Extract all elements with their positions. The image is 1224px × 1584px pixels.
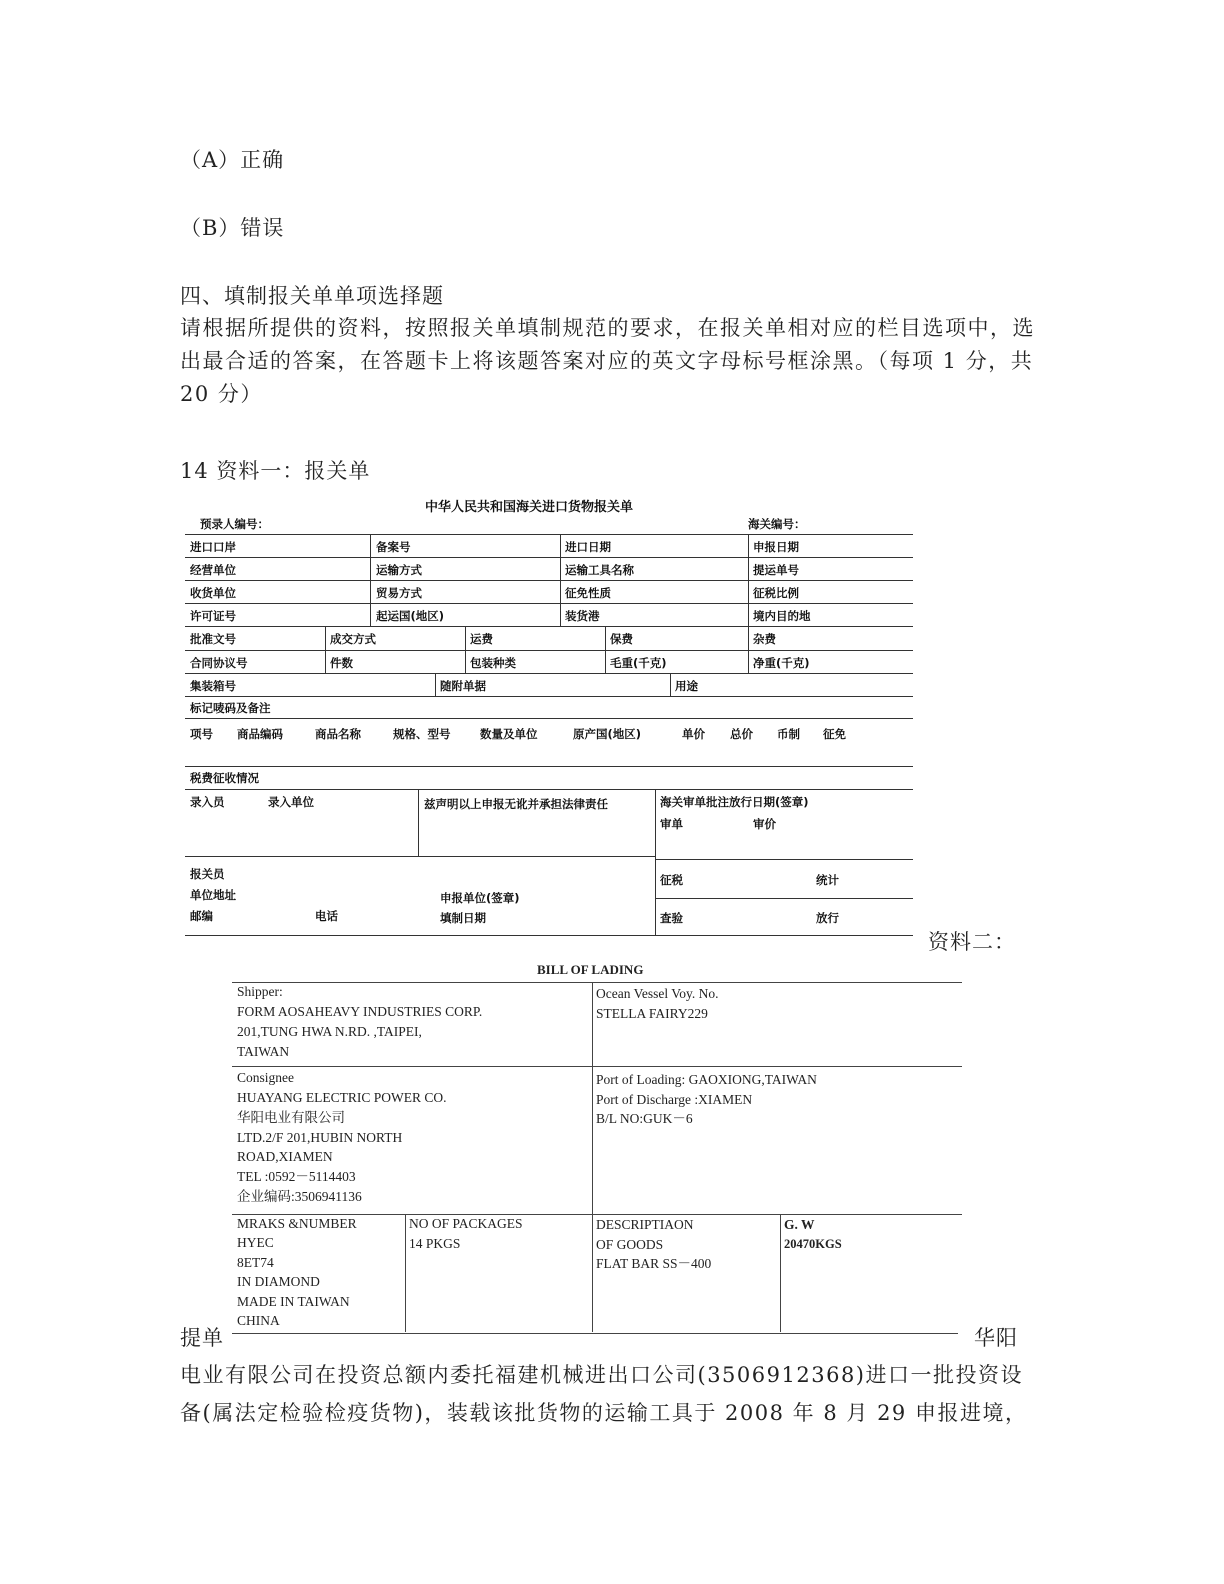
bol-consignee-label: Consignee — [237, 1070, 294, 1085]
cell-levy-tax: 征税 — [660, 873, 683, 887]
cell-record-no: 备案号 — [376, 540, 411, 554]
bol-marks-line: CHINA — [237, 1313, 280, 1328]
cell-bl-no: 提运单号 — [753, 563, 799, 577]
bol-consignee-line: HUAYANG ELECTRIC POWER CO. — [237, 1090, 447, 1105]
cell-origin-country: 起运国(地区) — [376, 609, 445, 623]
bol-marks-line: HYEC — [237, 1235, 274, 1250]
cell-attached-docs: 随附单据 — [440, 679, 486, 693]
cell-import-date: 进口日期 — [565, 540, 611, 554]
section-title: 四、填制报关单单项选择题 — [180, 284, 444, 308]
cell-loading-port: 装货港 — [565, 609, 600, 623]
cell-license-no: 许可证号 — [190, 609, 236, 623]
bol-shipper-line: 201,TUNG HWA N.RD. ,TAIPEI, — [237, 1024, 422, 1039]
bol-consignee-line: 企业编码:3506941136 — [237, 1189, 362, 1204]
item-col-code: 商品编码 — [237, 727, 283, 741]
bol-port-loading: Port of Loading: GAOXIONG,TAIWAN — [596, 1072, 817, 1087]
customs-declaration-form — [180, 492, 915, 944]
item-col-origin: 原产国(地区) — [573, 727, 642, 741]
cell-deal-mode: 成交方式 — [330, 632, 376, 646]
cell-postcode: 邮编 — [190, 909, 213, 923]
question-body: 电业有限公司在投资总额内委托福建机械进出口公司(3506912368)进口一批投资设备(属法定检验检疫货物)，装载该批货物的运输工具于 2008 年 8 月 29 申报进境， — [180, 1363, 1028, 1425]
cell-gross-weight: 毛重(千克) — [610, 656, 667, 670]
cell-misc-fee: 杂费 — [753, 632, 776, 646]
bol-label: 提单 — [180, 1326, 224, 1350]
bol-marks-label: MRAKS &NUMBER — [237, 1216, 357, 1231]
item-col-levy: 征免 — [823, 727, 846, 741]
cell-marks: 标记唛码及备注 — [190, 701, 271, 715]
bol-consignee-line: TEL :0592－5114403 — [237, 1169, 356, 1184]
question-label: 14 资料一：报关单 — [180, 459, 371, 483]
bill-of-lading — [232, 958, 967, 1338]
cell-freight: 运费 — [470, 632, 493, 646]
section-instruction: 请根据所提供的资料，按照报关单填制规范的要求，在报关单相对应的栏目选项中，选出最合适的答案，在答题卡上将该题答案对应的英文字母标号框涂黑。（每项 1 分，共 20 分） — [180, 316, 1035, 406]
cell-address: 单位地址 — [190, 888, 236, 902]
cell-entry-clerk: 录入员 — [190, 795, 225, 809]
cell-release: 放行 — [816, 911, 839, 925]
bol-title: BILL OF LADING — [537, 962, 644, 977]
item-col-unit-price: 单价 — [682, 727, 705, 741]
cell-operator: 经营单位 — [190, 563, 236, 577]
form-title: 中华人民共和国海关进口货物报关单 — [425, 500, 634, 515]
cell-fill-date: 填制日期 — [440, 911, 486, 925]
bol-bl-no: B/L NO:GUK－6 — [596, 1111, 693, 1126]
bol-shipper-line: FORM AOSAHEAVY INDUSTRIES CORP. — [237, 1004, 483, 1019]
bol-desc-label: DESCRIPTIAON — [596, 1217, 694, 1232]
bol-desc: FLAT BAR SS－400 — [596, 1256, 712, 1271]
cell-insurance: 保费 — [610, 632, 633, 646]
item-col-spec: 规格、型号 — [393, 727, 451, 741]
bol-vessel: STELLA FAIRY229 — [596, 1006, 708, 1021]
item-col-currency: 币制 — [777, 727, 800, 741]
cell-approval-no: 批准文号 — [190, 632, 236, 646]
bol-gw-label: G. W — [784, 1217, 815, 1232]
cell-usage: 用途 — [675, 679, 698, 693]
cell-import-port: 进口口岸 — [190, 540, 236, 554]
cell-consignee: 收货单位 — [190, 586, 236, 600]
bol-marks-line: IN DIAMOND — [237, 1274, 320, 1289]
bol-consignee-line: LTD.2/F 201,HUBIN NORTH — [237, 1130, 403, 1145]
bol-shipper-label: Shipper: — [237, 984, 283, 999]
cell-vessel-name: 运输工具名称 — [565, 563, 634, 577]
item-col-name: 商品名称 — [315, 727, 361, 741]
pre-entry-no: 预录人编号： — [200, 517, 269, 531]
cell-approval: 海关审单批注放行日期(签章) — [660, 795, 809, 809]
bol-vessel-label: Ocean Vessel Voy. No. — [596, 986, 719, 1001]
bol-shipper-line: TAIWAN — [237, 1044, 290, 1059]
cell-transport-mode: 运输方式 — [376, 563, 422, 577]
cell-trade-mode: 贸易方式 — [376, 586, 422, 600]
cell-net-weight: 净重(千克) — [753, 656, 810, 670]
cell-declare-date: 申报日期 — [753, 540, 799, 554]
cell-entry-unit: 录入单位 — [268, 795, 314, 809]
bol-packages-label: NO OF PACKAGES — [409, 1216, 523, 1231]
cell-levy-nature: 征免性质 — [565, 586, 611, 600]
bol-marks-line: 8ET74 — [237, 1255, 274, 1270]
continuation-start: 华阳 — [974, 1326, 1018, 1350]
cell-declaring-unit: 申报单位(签章) — [440, 891, 520, 905]
item-col-qty: 数量及单位 — [480, 727, 538, 741]
bol-gw: 20470KGS — [784, 1237, 842, 1251]
bol-consignee-line: ROAD,XIAMEN — [237, 1149, 333, 1164]
bol-marks-line: MADE IN TAIWAN — [237, 1294, 350, 1309]
bol-packages: 14 PKGS — [409, 1236, 461, 1251]
item-col-no: 项号 — [190, 727, 213, 741]
cell-tax-ratio: 征税比例 — [753, 586, 799, 600]
cell-pieces: 件数 — [330, 656, 353, 670]
item-col-total: 总价 — [730, 727, 753, 741]
bol-consignee-line: 华阳电业有限公司 — [237, 1110, 345, 1125]
cell-destination: 境内目的地 — [753, 609, 811, 623]
material2-label: 资料二： — [928, 930, 1016, 954]
bol-desc-label: OF GOODS — [596, 1237, 664, 1252]
cell-inspection: 查验 — [660, 911, 683, 925]
bol-port-discharge: Port of Discharge :XIAMEN — [596, 1092, 753, 1107]
cell-container-no: 集装箱号 — [190, 679, 236, 693]
cell-phone: 电话 — [315, 909, 338, 923]
cell-review: 审单 — [660, 817, 683, 831]
cell-price-review: 审价 — [753, 817, 776, 831]
option-a: （A）正确 — [180, 148, 285, 172]
cell-stats: 统计 — [816, 873, 839, 887]
cell-package-type: 包装种类 — [470, 656, 516, 670]
cell-contract-no: 合同协议号 — [190, 656, 248, 670]
option-b: （B）错误 — [180, 216, 285, 240]
customs-no: 海关编号： — [748, 517, 806, 531]
cell-tax: 税费征收情况 — [190, 771, 259, 785]
cell-declarant: 报关员 — [190, 867, 225, 881]
cell-declaration: 兹声明以上申报无讹并承担法律责任 — [424, 797, 608, 811]
